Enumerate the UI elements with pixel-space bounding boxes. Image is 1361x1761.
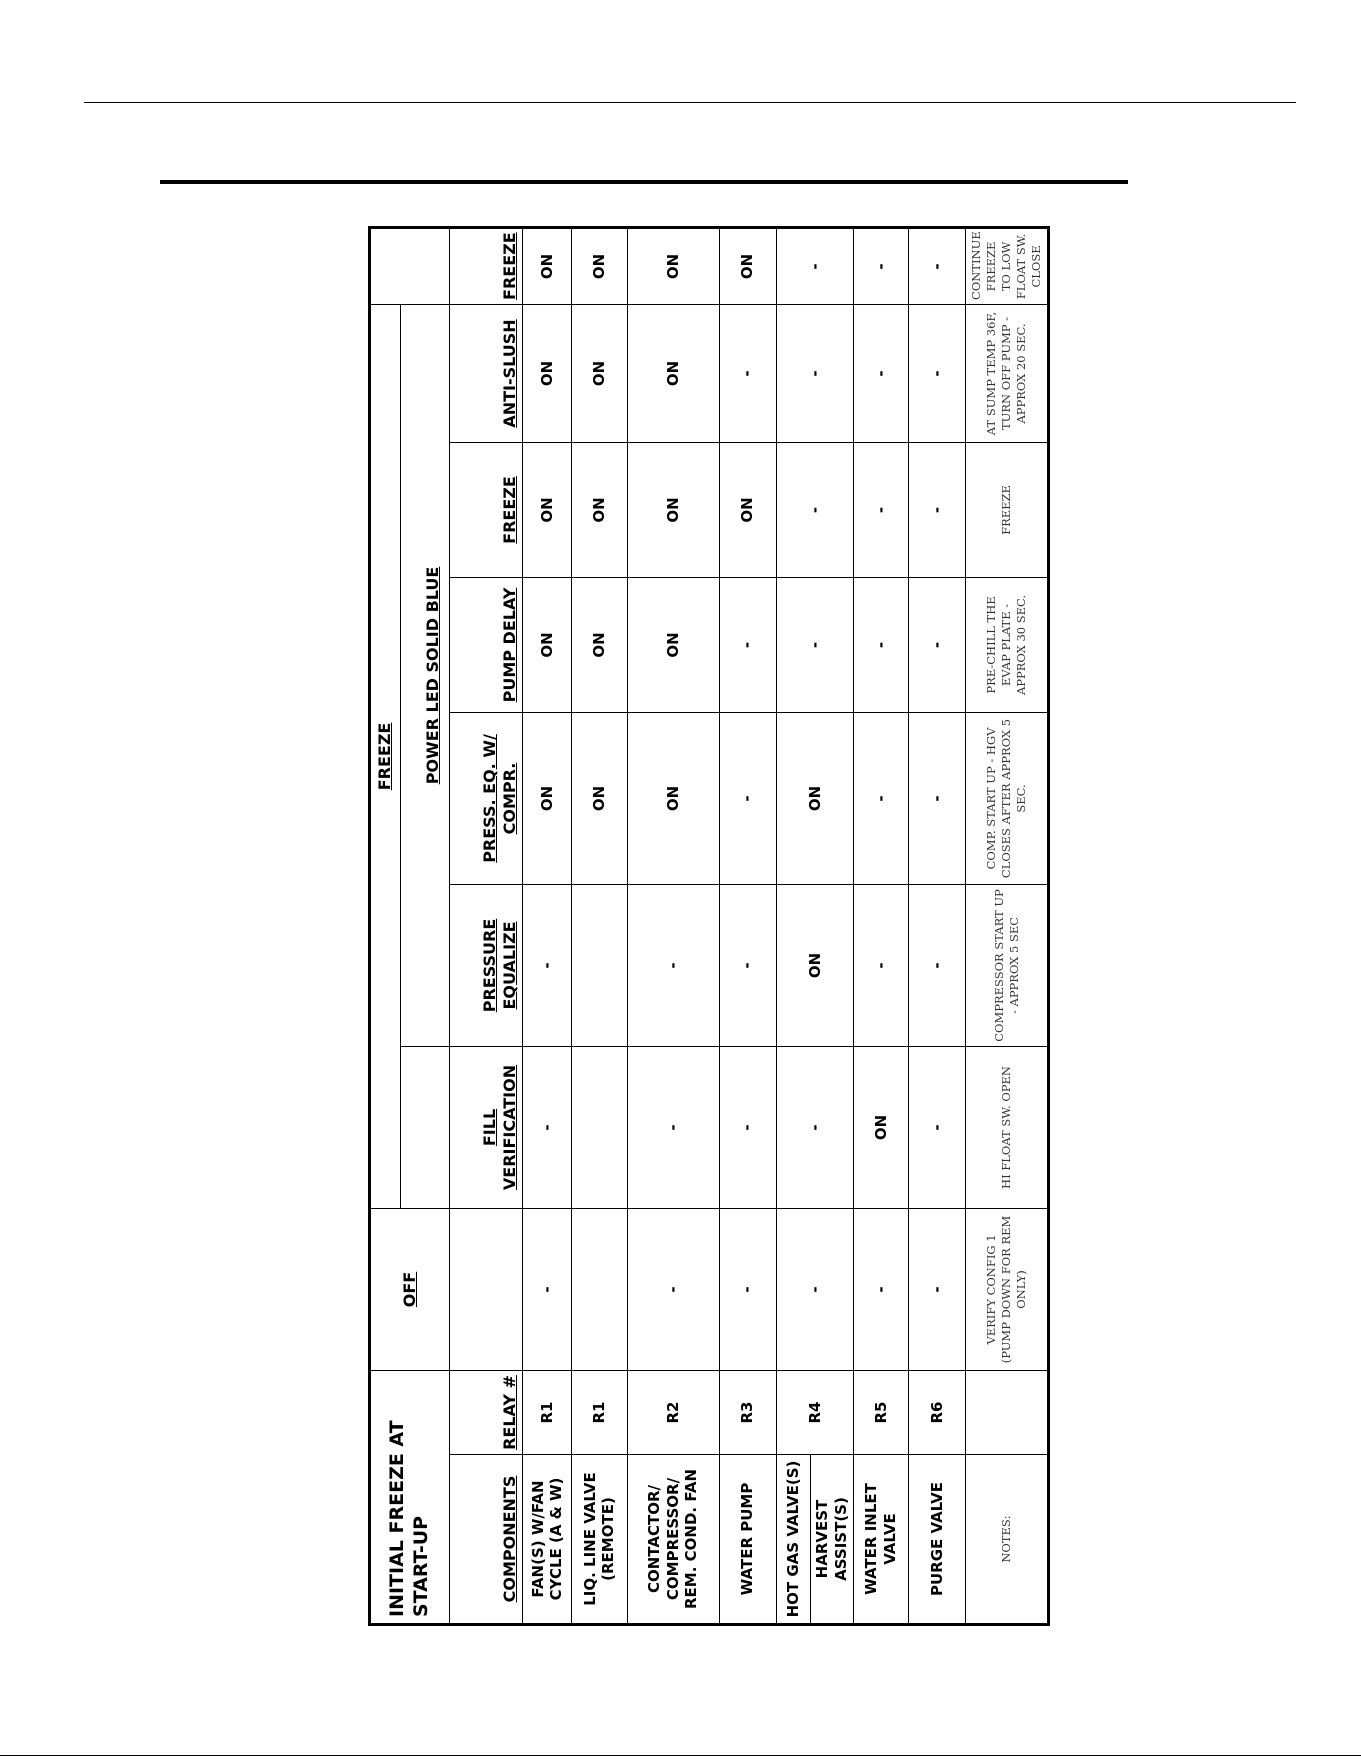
state-cell: - [776, 442, 853, 577]
group-freeze-header: FREEZE [370, 304, 401, 1208]
notes-row [966, 228, 1049, 1625]
group-off-header: OFF [370, 1208, 450, 1370]
state-cell: ON [719, 228, 776, 305]
state-cell: - [627, 1046, 719, 1208]
col-relay: RELAY # [449, 1370, 523, 1454]
relay-cell: R4 [776, 1370, 853, 1454]
state-cell: - [909, 442, 966, 577]
col-off-empty [449, 1208, 523, 1370]
state-cell: ON [627, 712, 719, 884]
state-cell: ON [776, 712, 853, 884]
state-cell: - [719, 304, 776, 442]
relay-cell: R6 [909, 1370, 966, 1454]
state-cell: ON [572, 228, 627, 305]
state-cell: ON [627, 577, 719, 712]
col-pump-delay: PUMP DELAY [449, 577, 523, 712]
sequence-table-rotated [368, 226, 1050, 1626]
relay-cell: R2 [627, 1370, 719, 1454]
table-row [776, 228, 810, 1625]
state-cell: - [523, 1208, 572, 1370]
state-cell: - [909, 1208, 966, 1370]
state-cell: - [627, 1208, 719, 1370]
state-cell: - [776, 1046, 853, 1208]
note-cell: COMP. START UP - HGV CLOSES AFTER APPROX 5 SEC. [966, 712, 1049, 884]
relay-cell: R1 [572, 1370, 627, 1454]
state-cell: ON [523, 577, 572, 712]
component-name: HARVEST ASSIST(S) [810, 1455, 853, 1625]
col-press-eq-compr: PRESS. EQ. W/ COMPR. [449, 712, 523, 884]
footer-rule [0, 1755, 1361, 1756]
state-cell: - [719, 1046, 776, 1208]
note-cell: COMPRESSOR START UP - APPROX 5 SEC [966, 884, 1049, 1046]
state-cell: - [776, 304, 853, 442]
state-cell: - [853, 577, 908, 712]
header-rule [84, 102, 1296, 103]
state-cell: - [523, 1046, 572, 1208]
component-name: WATER INLET VALVE [853, 1455, 908, 1625]
table-row [572, 228, 627, 1625]
state-cell: ON [523, 442, 572, 577]
state-cell [572, 884, 627, 1046]
state-cell: ON [572, 577, 627, 712]
col-freeze: FREEZE [449, 442, 523, 577]
relay-cell: R3 [719, 1370, 776, 1454]
component-name: PURGE VALVE [909, 1455, 966, 1625]
component-name: CONTACTOR/ COMPRESSOR/ REM. COND. FAN [627, 1455, 719, 1625]
state-cell: ON [719, 442, 776, 577]
col-anti-slush: ANTI-SLUSH [449, 304, 523, 442]
state-cell: - [909, 712, 966, 884]
state-cell: - [909, 1046, 966, 1208]
col-freeze-2: FREEZE [449, 228, 523, 305]
state-cell: - [627, 884, 719, 1046]
state-cell: ON [627, 228, 719, 305]
note-cell: PRE-CHILL THE EVAP PLATE - APPROX 30 SEC. [966, 577, 1049, 712]
spacer [400, 1046, 449, 1208]
state-cell: - [719, 1208, 776, 1370]
table-row [719, 228, 776, 1625]
notes-relay-empty [966, 1370, 1049, 1454]
state-cell: ON [627, 442, 719, 577]
state-cell: ON [523, 228, 572, 305]
state-cell: - [909, 228, 966, 305]
state-cell: ON [572, 442, 627, 577]
state-cell: - [523, 884, 572, 1046]
state-cell: ON [776, 884, 853, 1046]
col-pressure-equalize: PRESSURE EQUALIZE [449, 884, 523, 1046]
state-cell: - [909, 304, 966, 442]
table-title: INITIAL FREEZE AT START-UP [370, 1370, 450, 1624]
state-cell: - [853, 1208, 908, 1370]
component-name: HOT GAS VALVE(S) [776, 1455, 810, 1625]
state-cell: - [909, 577, 966, 712]
state-cell: - [853, 884, 908, 1046]
state-cell: - [853, 304, 908, 442]
relay-cell: R1 [523, 1370, 572, 1454]
notes-label: NOTES: [966, 1455, 1049, 1625]
led-status-header: POWER LED SOLID BLUE [400, 304, 449, 1046]
component-name: LIQ. LINE VALVE (REMOTE) [572, 1455, 627, 1625]
state-cell: - [909, 884, 966, 1046]
state-cell: - [719, 577, 776, 712]
component-name: FAN(S) W/FAN CYCLE (A & W) [523, 1455, 572, 1625]
note-cell: FREEZE [966, 442, 1049, 577]
state-cell: ON [572, 712, 627, 884]
col-components: COMPONENTS [449, 1455, 523, 1625]
state-cell [572, 1046, 627, 1208]
component-name: WATER PUMP [719, 1455, 776, 1625]
state-cell: - [776, 577, 853, 712]
state-cell: - [853, 228, 908, 305]
section-rule [160, 180, 1128, 184]
table-row [909, 228, 966, 1625]
sequence-table [368, 226, 1050, 1626]
state-cell: ON [627, 304, 719, 442]
note-cell: AT SUMP TEMP 36F, TURN OFF PUMP - APPROX 20 SEC. [966, 304, 1049, 442]
table-row [853, 228, 908, 1625]
note-cell: CONTINUE FREEZE TO LOW FLOAT SW. CLOSE [966, 228, 1049, 305]
state-cell: ON [523, 712, 572, 884]
state-cell: ON [523, 304, 572, 442]
state-cell: - [719, 884, 776, 1046]
state-cell [572, 1208, 627, 1370]
col-fill-verification: FILL VERIFICATION [449, 1046, 523, 1208]
state-cell: - [776, 1208, 853, 1370]
relay-cell: R5 [853, 1370, 908, 1454]
state-cell: - [776, 228, 853, 305]
state-cell: ON [572, 304, 627, 442]
state-cell: - [853, 712, 908, 884]
state-cell: - [719, 712, 776, 884]
table-row [523, 228, 572, 1625]
table-row [627, 228, 719, 1625]
state-cell: ON [853, 1046, 908, 1208]
state-cell: - [853, 442, 908, 577]
note-cell: VERIFY CONFIG 1 (PUMP DOWN FOR REM ONLY) [966, 1208, 1049, 1370]
note-cell: HI FLOAT SW. OPEN [966, 1046, 1049, 1208]
